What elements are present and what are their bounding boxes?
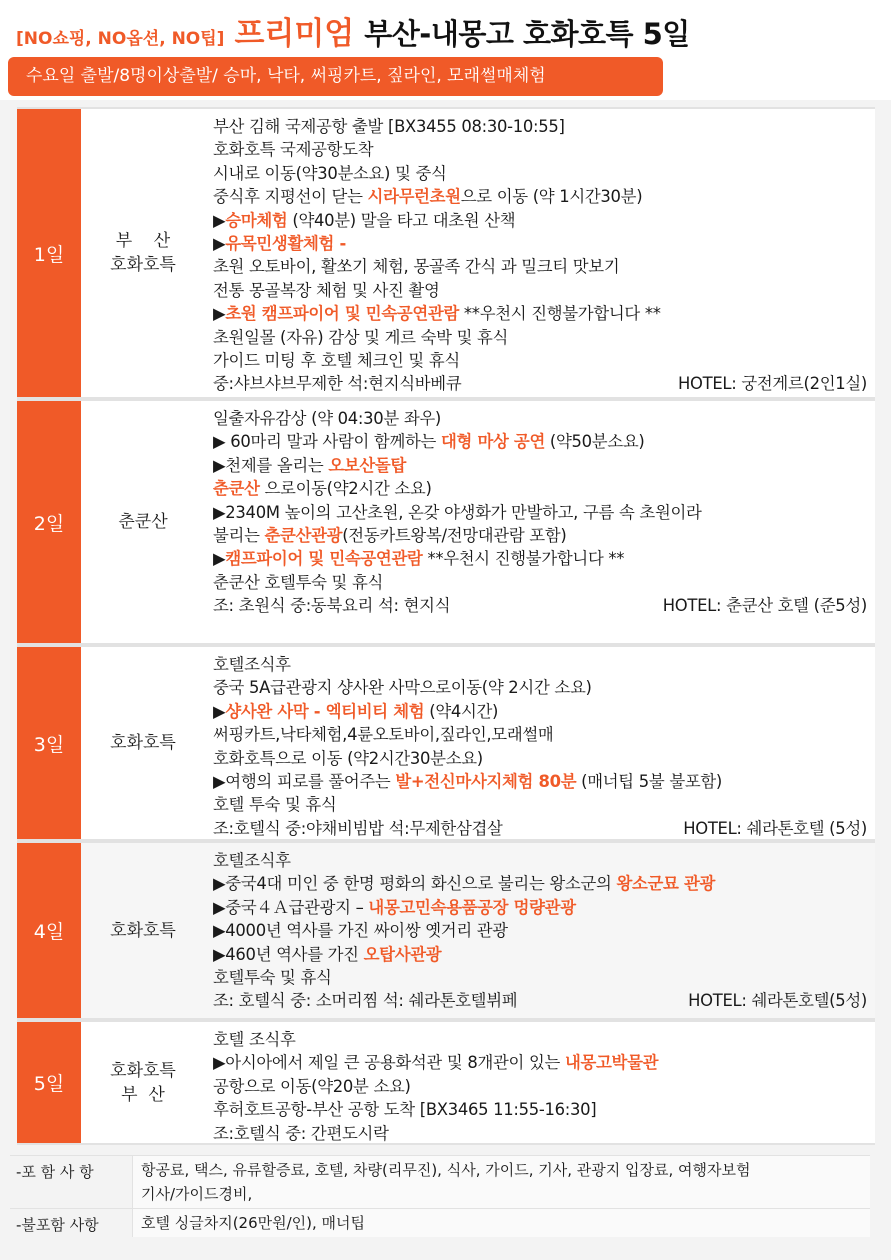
schedule-text: 일출자유감상 (약 04:30분 좌우) xyxy=(213,409,441,428)
schedule-text: 중:샤브샤브무제한 석:현지식바베큐 xyxy=(213,374,462,394)
schedule-text: 조: 초원식 중:동북요리 석: 현지식 xyxy=(213,596,451,616)
schedule-text: ▶ xyxy=(213,549,226,569)
highlight-text: 대형 마상 공연 xyxy=(440,432,545,452)
schedule-text: 써핑카트,낙타체험,4륜오토바이,짚라인,모래썰매 xyxy=(213,725,554,745)
schedule-line xyxy=(213,817,867,840)
schedule-line xyxy=(213,943,867,966)
highlight-text: 유목민생활체험 - xyxy=(225,233,346,253)
schedule-text: 호텔투숙 및 휴식 xyxy=(213,967,332,987)
day-block xyxy=(17,841,875,1020)
schedule-text: 초원일몰 (자유) 감상 및 게르 숙박 및 휴식 xyxy=(213,327,509,347)
included-row xyxy=(10,1155,870,1208)
day-schedule xyxy=(213,849,867,1013)
schedule-line xyxy=(213,115,867,138)
schedule-line xyxy=(213,723,867,746)
inclusions-table xyxy=(10,1155,870,1237)
schedule-text: 중식후 지평선이 닫는 xyxy=(213,187,368,207)
schedule-line xyxy=(213,524,867,547)
day-number: 4일 xyxy=(17,843,81,1018)
schedule-line xyxy=(213,1098,867,1121)
schedule-text: ▶ 60마리 말과 사람이 함께하는 xyxy=(213,432,441,452)
schedule-line xyxy=(213,279,867,302)
excluded-line: 호텔 싱글차지(26만원/인), 매너팁 xyxy=(141,1214,366,1232)
schedule-line xyxy=(213,676,867,699)
schedule-text: 춘쿤산 호텔투숙 및 휴식 xyxy=(213,572,384,592)
schedule-text: ▶ xyxy=(213,210,226,230)
schedule-text: ▶중국４Ａ급관광지 – xyxy=(213,897,369,917)
title-main: 부산-내몽고 호화호특 5일 xyxy=(364,17,690,51)
day-block xyxy=(17,645,875,841)
schedule-line xyxy=(213,302,867,325)
highlight-text: 춘쿤산관광 xyxy=(264,525,343,545)
schedule-line xyxy=(213,349,867,372)
day-block xyxy=(17,107,875,399)
schedule-line xyxy=(213,594,867,617)
schedule-line xyxy=(213,872,867,895)
schedule-text: 조: 호텔식 중: 소머리찜 석: 쉐라톤호텔뷔페 xyxy=(213,991,518,1011)
schedule-text: 호텔 투숙 및 휴식 xyxy=(213,795,337,815)
schedule-text: ▶ xyxy=(213,701,226,721)
title-tag: [NO쇼핑, NO옵션, NO팁] xyxy=(16,29,225,49)
schedule-text: ▶여행의 피로를 풀어주는 xyxy=(213,771,396,791)
schedule-text: 호텔 조식후 xyxy=(213,1030,296,1049)
included-label: -포 함 사 항 xyxy=(16,1163,94,1181)
schedule-line xyxy=(213,966,867,989)
schedule-text: (약4시간) xyxy=(424,701,499,721)
hotel-info: HOTEL: 쉐라톤호텔(5성) xyxy=(688,991,867,1011)
excluded-row xyxy=(10,1208,870,1237)
schedule-text: ▶ xyxy=(213,233,226,253)
highlight-text: 오보산돌탑 xyxy=(328,455,406,475)
highlight-text: 춘쿤산 xyxy=(213,479,260,499)
schedule-text: (약40분) 말을 타고 대초원 산책 xyxy=(287,210,516,230)
included-value xyxy=(132,1156,870,1208)
schedule-text: ▶ xyxy=(213,304,226,324)
schedule-text: 호화호특으로 이동 (약2시간30분소요) xyxy=(213,748,483,768)
highlight-text: 발+전신마사지체험 80분 xyxy=(395,771,577,791)
highlight-text: 오탑사관광 xyxy=(363,944,442,964)
schedule-line xyxy=(213,430,867,453)
day-city: 호화호특 xyxy=(110,920,176,941)
schedule-text: 시내로 이동(약30분소요) 및 중식 xyxy=(213,163,447,183)
schedule-text: 불리는 xyxy=(213,525,265,545)
schedule-text: (매너팁 5불 불포함) xyxy=(576,771,723,791)
schedule-text: 조:호텔식 중:야채비빔밥 석:무제한삼겹살 xyxy=(213,818,503,838)
schedule-text: 전통 몽골복장 체험 및 사진 촬영 xyxy=(213,280,440,300)
schedule-text: ▶아시아에서 제일 큰 공용화석관 및 8개관이 있는 xyxy=(213,1053,565,1073)
schedule-line xyxy=(213,989,867,1012)
day-schedule xyxy=(213,115,867,396)
included-line: 항공료, 택스, 유류할증료, 호텔, 차량(리무진), 식사, 가이드, 기사, 관광지 입장료, 여행자보험 xyxy=(141,1161,751,1179)
highlight-text: 내몽고민속용품공장 멍량관광 xyxy=(368,897,576,917)
schedule-line xyxy=(213,232,867,255)
schedule-text: **우천시 진행불가합니다 ** xyxy=(422,549,625,569)
schedule-text: 가이드 미팅 후 호텔 체크인 및 휴식 xyxy=(213,350,460,370)
schedule-text: 공항으로 이동(약20분 소요) xyxy=(213,1076,411,1096)
day-city: 호화호특 xyxy=(110,733,176,753)
hotel-info: HOTEL: 춘쿤산 호텔 (준5성) xyxy=(662,596,867,616)
title-premium: 프리미엄 xyxy=(234,16,355,52)
day-number: 2일 xyxy=(17,401,81,643)
schedule-line xyxy=(213,919,867,942)
highlight-text: 승마체험 xyxy=(225,210,288,230)
schedule-line xyxy=(213,326,867,349)
schedule-line xyxy=(213,653,867,676)
highlight-text: 내몽고박물관 xyxy=(564,1053,659,1073)
day-city: 춘쿤산 xyxy=(118,512,168,532)
schedule-line xyxy=(213,1051,867,1074)
schedule-line xyxy=(213,547,867,570)
hotel-info: HOTEL: 궁전게르(2인1실) xyxy=(677,374,867,394)
schedule-line xyxy=(213,477,867,500)
day-block xyxy=(17,1020,875,1145)
schedule-line xyxy=(213,407,867,430)
day-number: 3일 xyxy=(17,647,81,839)
schedule-line xyxy=(213,1075,867,1098)
day-city: 부 산 호화호특 xyxy=(110,231,176,275)
highlight-text: 시라무런초원 xyxy=(367,187,461,207)
schedule-line xyxy=(213,1122,867,1145)
day-number: 5일 xyxy=(17,1022,81,1143)
highlight-text: 초원 캠프파이어 및 민속공연관람 xyxy=(225,304,459,324)
schedule-text: ▶중국4대 미인 중 한명 평화의 화신으로 불리는 왕소군의 xyxy=(213,874,617,894)
day-schedule xyxy=(213,1028,867,1145)
schedule-line xyxy=(213,372,867,395)
schedule-line xyxy=(213,700,867,723)
schedule-text: 호텔조식후 xyxy=(213,851,291,870)
schedule-text: 중국 5A급관광지 샹사완 사막으로이동(약 2시간 소요) xyxy=(213,678,592,698)
day-city: 호화호특 부 산 xyxy=(110,1060,176,1105)
schedule-text: 조:호텔식 중: 간편도시락 xyxy=(213,1123,389,1143)
schedule-line xyxy=(213,896,867,919)
schedule-text: (약50분소요) xyxy=(545,432,645,452)
schedule-text: ▶천제를 올리는 xyxy=(213,455,329,475)
schedule-text: 으로이동(약2시간 소요) xyxy=(259,479,432,499)
schedule-text: **우천시 진행불가합니다 ** xyxy=(459,304,661,324)
schedule-line xyxy=(213,747,867,770)
schedule-text: 후허호트공항-부산 공항 도착 [BX3465 11:55-16:30] xyxy=(213,1100,597,1120)
schedule-line xyxy=(213,849,867,872)
hotel-info: HOTEL: 쉐라톤호텔 (5성) xyxy=(683,818,867,838)
day-block xyxy=(17,399,875,645)
schedule-text: ▶2340M 높이의 고산초원, 온갖 야생화가 만발하고, 구름 속 초원이라 xyxy=(213,502,702,522)
day-number: 1일 xyxy=(17,109,81,397)
schedule-text: (전동카트왕복/전망대관람 포함) xyxy=(342,525,567,545)
page-title xyxy=(16,8,886,52)
schedule-text: 으로 이동 (약 1시간30분) xyxy=(460,187,643,207)
schedule-line xyxy=(213,255,867,278)
day-schedule xyxy=(213,653,867,840)
schedule-text: 부산 김해 국제공항 출발 [BX3455 08:30-10:55] xyxy=(213,117,565,136)
schedule-line xyxy=(213,209,867,232)
excluded-label: -불포함 사항 xyxy=(16,1216,99,1234)
schedule-line xyxy=(213,454,867,477)
excluded-value xyxy=(132,1209,870,1237)
schedule-line xyxy=(213,138,867,161)
schedule-line xyxy=(213,162,867,185)
schedule-text: ▶460년 역사를 가진 xyxy=(213,944,364,964)
schedule-line xyxy=(213,1028,867,1051)
schedule-text: ▶4000년 역사를 가진 싸이쌍 옛거리 관광 xyxy=(213,921,508,941)
schedule-line xyxy=(213,571,867,594)
schedule-text: 호화호특 국제공항도착 xyxy=(213,140,374,160)
schedule-line xyxy=(213,185,867,208)
schedule-text: 호텔조식후 xyxy=(213,655,291,674)
schedule-line xyxy=(213,770,867,793)
schedule-line xyxy=(213,793,867,816)
highlight-text: 샹사완 사막 - 엑티비티 체험 xyxy=(225,701,425,721)
included-line: 기사/가이드경비, xyxy=(141,1185,253,1203)
highlight-text: 왕소군묘 관광 xyxy=(616,874,716,894)
departure-banner: 수요일 출발/8명이상출발/ 승마, 낙타, 써핑카트, 짚라인, 모래썰매체험 xyxy=(8,57,663,96)
highlight-text: 캠프파이어 및 민속공연관람 xyxy=(225,549,423,569)
schedule-text: 초원 오토바이, 활쏘기 체험, 몽골족 간식 과 밀크티 맛보기 xyxy=(213,257,620,277)
schedule-line xyxy=(213,501,867,524)
day-schedule xyxy=(213,407,867,618)
